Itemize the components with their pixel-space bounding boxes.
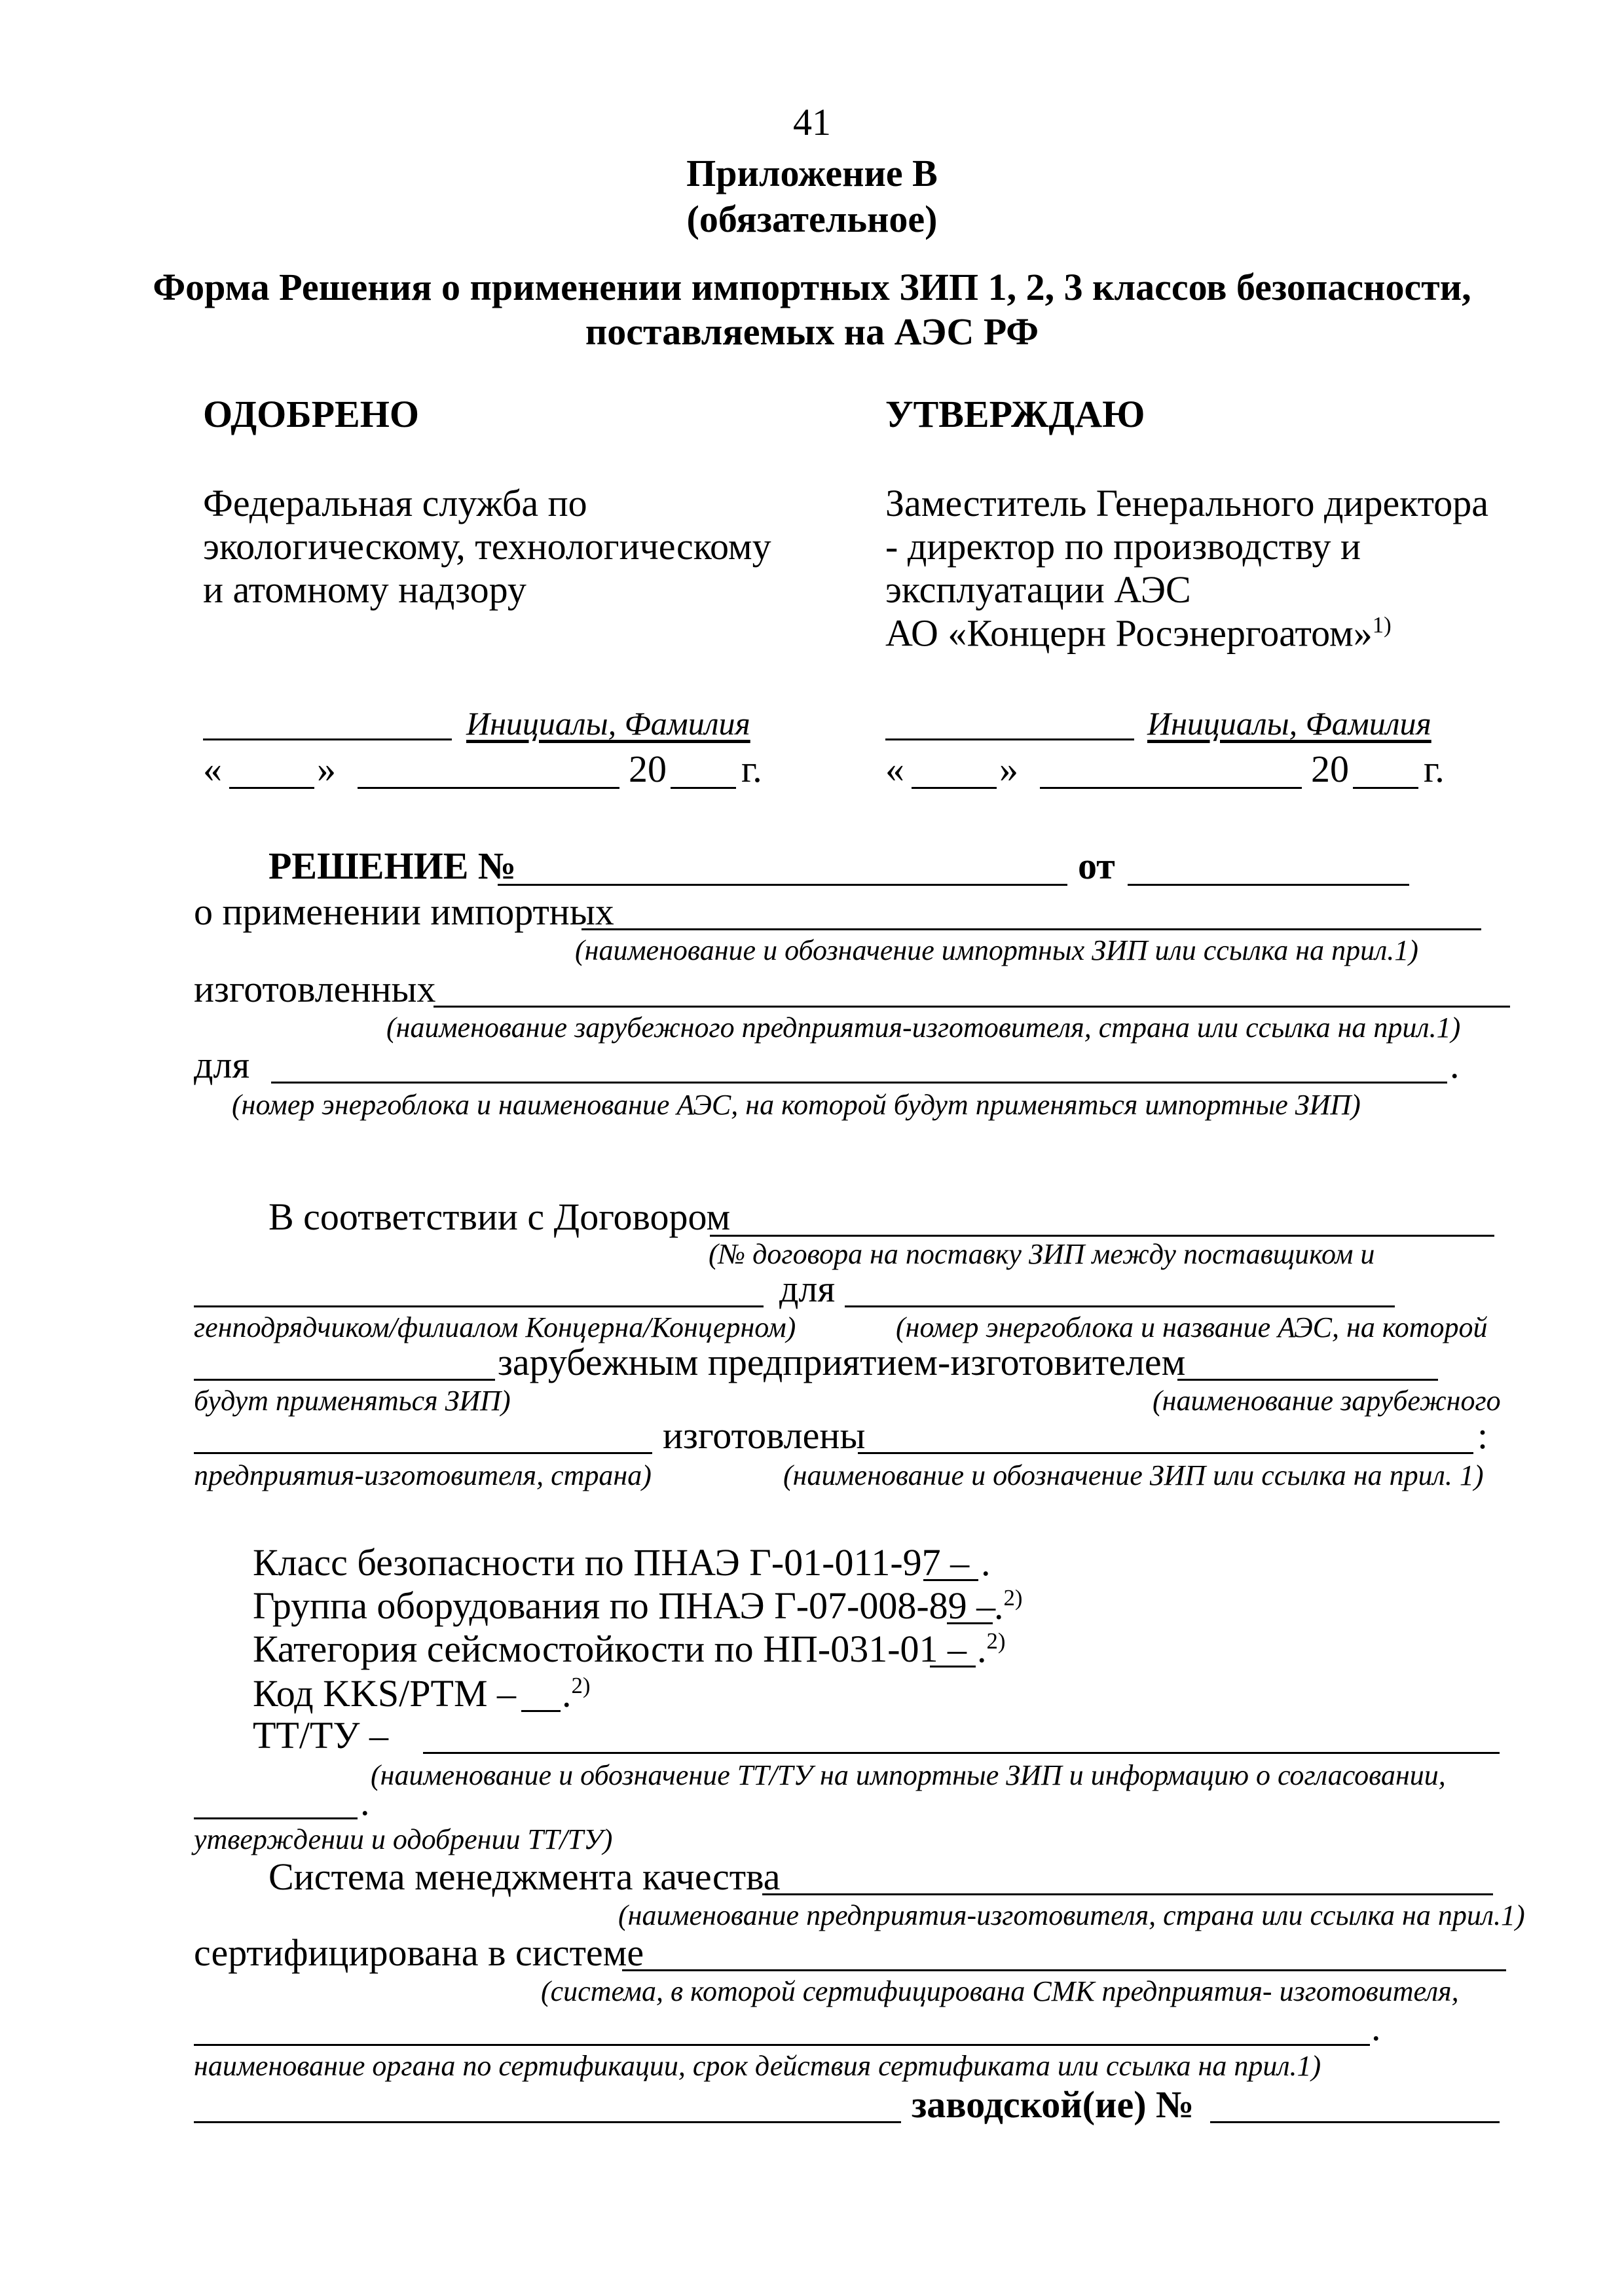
left-year-line (671, 787, 736, 789)
approver-org: АО «Концерн Росэнергоатом» (885, 611, 1373, 655)
equipment-group-period: . (994, 1584, 1004, 1628)
tt-hint: (наименование и обозначение ТТ/ТУ на импортные ЗИП и информацию о согласовании, (371, 1759, 1446, 1791)
contract-line (710, 1235, 1494, 1237)
contract-hint3-right: (наименование зарубежного (1153, 1385, 1501, 1417)
left-day-line (229, 787, 314, 789)
approved-org-line1: Федеральная служба по (203, 482, 587, 524)
approver-line3: эксплуатации АЭС (885, 568, 1191, 611)
decision-heading: РЕШЕНИЕ № (268, 845, 517, 887)
decision-date-line (1128, 884, 1409, 886)
cert-body-hint: наименование органа по сертификации, срок действия сертификата или ссылка на прил.1) (194, 2050, 1321, 2082)
contract-line2-right (845, 1305, 1395, 1307)
apply-line (581, 928, 1481, 930)
tt-label: ТТ/ТУ – (253, 1714, 388, 1757)
contract-line3-left (194, 1379, 495, 1381)
contract-hint4-right: (наименование и обозначение ЗИП или ссылка на прил. 1) (783, 1459, 1484, 1491)
appendix-title: Приложение В (686, 152, 938, 194)
contract-hint1: (№ договора на поставку ЗИП между поставщиком и (709, 1238, 1375, 1270)
approver-line2: - директор по производству и (885, 525, 1361, 568)
tt-line (423, 1752, 1500, 1754)
kks-period: . (562, 1672, 572, 1715)
qms-line (762, 1893, 1493, 1895)
footnote-1-mark: 1) (1372, 612, 1392, 638)
factory-number-label: заводской(ие) № (912, 2083, 1194, 2126)
seismic-end (977, 1628, 1006, 1671)
tt-hint2: утверждении и одобрении ТТ/ТУ) (194, 1823, 613, 1855)
for-line (271, 1082, 1447, 1084)
decision-number-line (498, 884, 1067, 886)
left-year: 20 (629, 748, 667, 790)
tt-end: . (360, 1781, 370, 1823)
equipment-group-line (947, 1622, 993, 1624)
cert-body-line (194, 2044, 1370, 2046)
factory-line-left (194, 2121, 901, 2123)
approved-heading: ОДОБРЕНО (203, 393, 419, 435)
kks-end (562, 1672, 591, 1715)
approver-line4 (885, 611, 1392, 655)
factory-line-right (1210, 2121, 1500, 2123)
safety-class-end: . (981, 1541, 991, 1584)
seismic-label: Категория сейсмостойкости по НП-031-01 – (253, 1628, 967, 1670)
right-signature-line (885, 738, 1134, 740)
seismic-line (930, 1666, 976, 1667)
approve-heading: УТВЕРЖДАЮ (885, 393, 1145, 435)
qms-hint: (наименование предприятия-изготовителя, страна или ссылка на прил.1) (618, 1899, 1525, 1931)
contract-line3-right (1177, 1379, 1438, 1381)
safety-class-line (923, 1579, 978, 1581)
decision-from: от (1078, 845, 1115, 887)
kks-line (521, 1710, 561, 1712)
apply-label: о применении импортных (194, 890, 614, 933)
left-date-open: « (203, 748, 222, 790)
equipment-group-end (994, 1584, 1023, 1628)
for-label: для (194, 1044, 250, 1086)
certified-label: сертифицирована в системе (194, 1931, 644, 1974)
contract-label: В соответствии с Договором (268, 1195, 731, 1238)
contract-hint3-left: будут применяться ЗИП) (194, 1385, 511, 1417)
contract-line2-left (194, 1305, 764, 1307)
for-end: . (1450, 1044, 1460, 1086)
kks-label: Код KKS/PTM – (253, 1672, 517, 1715)
form-title-line2: поставляемых на АЭС РФ (585, 310, 1039, 353)
left-year-suffix: г. (741, 748, 762, 790)
contract-hint2-right: (номер энергоблока и название АЭС, на которой (896, 1311, 1488, 1343)
cert-body-end: . (1371, 2006, 1381, 2049)
right-date-close: » (999, 748, 1018, 790)
contract-line4-right (858, 1452, 1473, 1454)
apply-hint: (наименование и обозначение импортных ЗИП или ссылка на прил.1) (575, 934, 1418, 966)
right-date-open: « (885, 748, 904, 790)
form-title-line1: Форма Решения о применении импортных ЗИП 1, 2, 3 классов безопасности, (153, 266, 1471, 308)
page-number: 41 (793, 101, 831, 143)
right-month-line (1040, 787, 1302, 789)
contract-line4-left (194, 1452, 652, 1454)
made-hint: (наименование зарубежного предприятия-изготовителя, страна или ссылка на прил.1) (386, 1011, 1461, 1044)
right-initials: Инициалы, Фамилия (1147, 705, 1431, 742)
left-initials: Инициалы, Фамилия (466, 705, 750, 742)
approver-line1: Заместитель Генерального директора (885, 482, 1489, 524)
right-day-line (912, 787, 997, 789)
safety-class-label: Класс безопасности по ПНАЭ Г-01-011-97 – (253, 1541, 970, 1584)
right-year-line (1353, 787, 1418, 789)
manufacturer-label: зарубежным предприятием-изготовителем (498, 1341, 1186, 1383)
qms-label: Система менеджмента качества (268, 1855, 781, 1898)
certified-line (622, 1969, 1506, 1971)
right-year-suffix: г. (1424, 748, 1445, 790)
tt-line2 (194, 1817, 358, 1819)
contract-made-end: : (1477, 1414, 1488, 1457)
right-year: 20 (1311, 748, 1349, 790)
made-label: изготовленных (194, 968, 436, 1010)
contract-made-label: изготовлены (663, 1414, 866, 1457)
seismic-period: . (977, 1628, 987, 1671)
footnote-2-mark: 2) (986, 1628, 1006, 1654)
left-date-close: » (317, 748, 336, 790)
contract-hint4-left: предприятия-изготовителя, страна) (194, 1459, 652, 1491)
approved-org-line3: и атомному надзору (203, 568, 526, 611)
footnote-2-mark: 2) (571, 1673, 591, 1698)
left-signature-line (203, 738, 452, 740)
equipment-group-label: Группа оборудования по ПНАЭ Г-07-008-89 – (253, 1584, 996, 1627)
contract-for-label: для (779, 1267, 836, 1310)
contract-hint2-left: генподрядчиком/филиалом Концерна/Концерном) (194, 1311, 796, 1343)
footnote-2-mark: 2) (1003, 1585, 1023, 1611)
certified-hint: (система, в которой сертифицирована СМК предприятия- изготовителя, (541, 1975, 1459, 2007)
for-hint: (номер энергоблока и наименование АЭС, на которой будут применяться импортные ЗИП) (232, 1089, 1361, 1121)
appendix-status: (обязательное) (686, 198, 938, 240)
approved-org-line2: экологическому, технологическому (203, 525, 771, 568)
left-month-line (358, 787, 619, 789)
made-line (434, 1006, 1510, 1008)
